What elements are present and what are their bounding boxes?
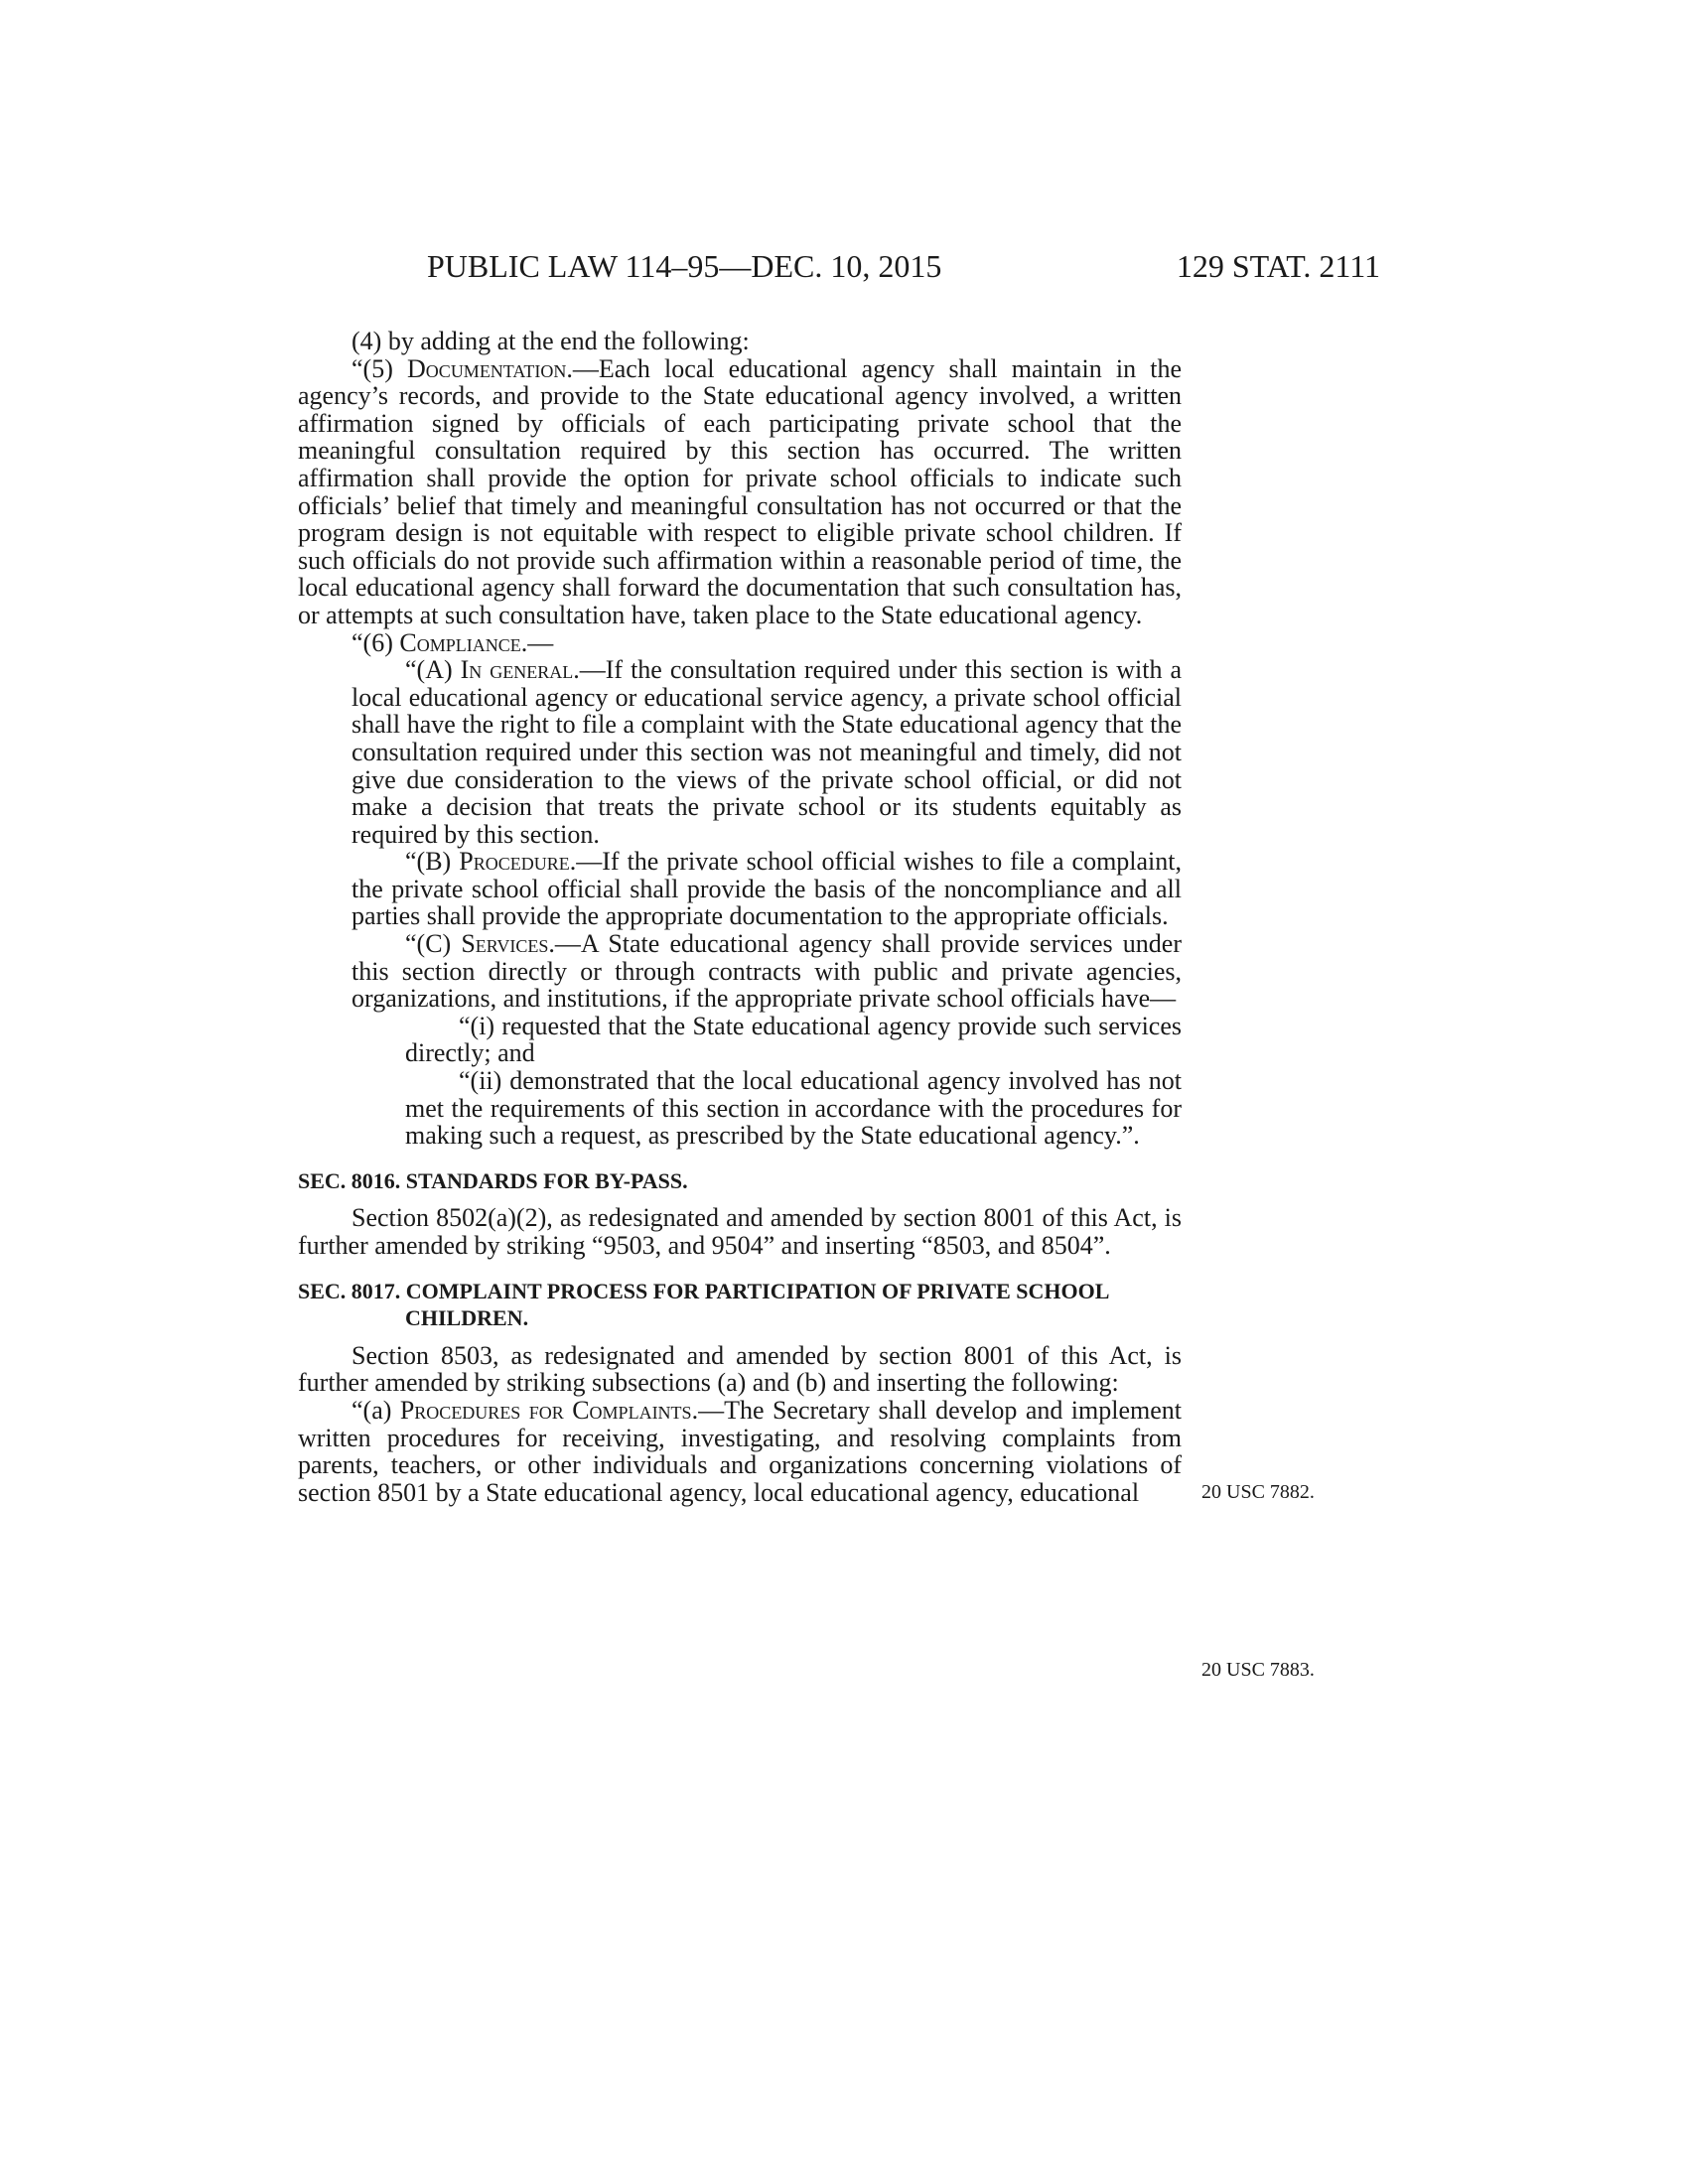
subparagraph-b-procedure: “(B) Procedure.—If the private school official wishes to file a complaint, the private school official shall provide the basis of the noncompliance and all parties shall provide the appropriate documentation to the appropriate officials. — [352, 847, 1183, 931]
heading-procedures-for-complaints: Procedures for Complaints — [399, 1395, 692, 1425]
section-8016-title: SEC. 8016. STANDARDS FOR BY-PASS. — [298, 1167, 688, 1193]
section-8017-text: Section 8503, as redesignated and amended by section 8001 of this Act, is further amended by striking subsections (a) and (b) and inserting the following: — [298, 1340, 1182, 1398]
heading-services: Services — [461, 929, 549, 959]
running-header — [427, 248, 1380, 288]
paragraph-5-documentation: “(5) Documentation.—Each local educational agency shall maintain in the agency’s records, and provide to the State educational agency involved, a written affirmation signed by officials of each participating private school that the meaningful consultation required by this section has occurred. The written affirmation shall provide the option for private school officials to indicate such officials’ belief that timely and meaningful consultation has not occurred or that the program design is not equitable with respect to eligible private school children. If such officials do not provide such affirmation within a reasonable period of time, the local educational agency shall forward the documentation that such consultation has, or attempts at such consultation have, taken place to the State educational agency. — [298, 353, 1183, 629]
heading-compliance: Compliance — [399, 627, 521, 657]
subsection-a-procedures-for-complaints: “(a) Procedures for Complaints.—The Secretary shall develop and implement written procedures for receiving, investigating, and resolving complaints from parents, teachers, or other individuals and organizations concerning violations of section 8501 by a State educational agency, local educational agency, educational — [298, 1395, 1183, 1507]
section-8017-title: SEC. 8017. COMPLAINT PROCESS FOR PARTICIPATION OF PRIVATE SCHOOL CHILDREN. — [298, 1278, 1109, 1331]
header-public-law: PUBLIC LAW 114–95—DEC. 10, 2015 — [427, 248, 942, 284]
margin-note-8017: 20 USC 7883. — [1201, 1659, 1315, 1681]
paragraph-4: (4) by adding at the end the following: — [352, 327, 750, 355]
clause-ii: “(ii) demonstrated that the local educational agency involved has not met the requirements of this section in accordance with the procedures for making such a request, as prescribed by the State educational agency.”. — [405, 1066, 1182, 1151]
margin-note-8016: 20 USC 7882. — [1201, 1481, 1315, 1503]
page-body — [298, 328, 1182, 1506]
paragraph-6-compliance: “(6) Compliance.— — [352, 627, 554, 657]
subparagraph-c-services: “(C) Services.—A State educational agency shall provide services under this section directly or through contracts with public and private agencies, organizations, and institutions, if the appropriate private school officials have— — [352, 929, 1182, 1014]
subparagraph-a-in-general: “(A) In general.—If the consultation required under this section is with a local educational agency or educational service agency, a private school official shall have the right to file a complaint with the State educational agency that the consultation required under this section was not meaningful and timely, did not give due consideration to the views of the private school official, or did not make a decision that treats the private school or its students equitably as required by this section. — [352, 655, 1182, 849]
section-8016-text: Section 8502(a)(2), as redesignated and amended by section 8001 of this Act, is further amended by striking “9503, and 9504” and inserting “8503, and 8504”. — [298, 1203, 1182, 1260]
heading-in-general: In general — [460, 655, 574, 685]
heading-procedure: Procedure — [459, 847, 570, 877]
header-stat-page: 129 STAT. 2111 — [1176, 248, 1380, 284]
heading-documentation: Documentation — [407, 353, 567, 383]
clause-i: “(i) requested that the State educational agency provide such services directly; and — [405, 1011, 1182, 1068]
